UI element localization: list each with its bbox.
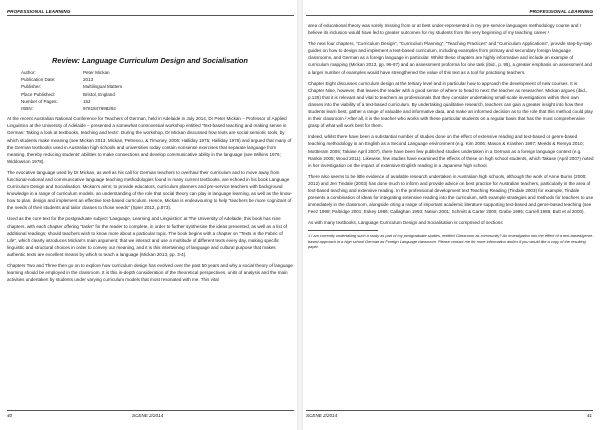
detail-label: Number of Pages: — [21, 98, 58, 104]
detail-value: Bristol, England — [83, 91, 115, 97]
detail-label: ISBN: — [21, 106, 33, 112]
page-number: 40 — [7, 413, 13, 418]
right-body — [308, 22, 594, 250]
paragraph: There also seems to be little evidence of available research undertaken in Australian high schools, although the work of Anne Burns (2000; 2012) and Jen Tindale (2003) has done much to inform and provide advice on best practice for Australian teachers, particularly in the area of text-based teaching and extensive reading. In the professional development text Teaching Reading (Tindale 2003) for example, Tindale presents a combination of ideas for integrating extensive reading into the curriculum, with example strategies and methods for teachers to use immediately in the classroom, alongside citing a range of important academic literature supporting text-based and genre-based teaching (see Feez 1998; Paltridge 2001; Eskey 1986; Callaghan 1993; Nation 2001; Schmitt & Carter 2000; Grabe 1995; Carrell 1988; Butt et al 2000). — [308, 173, 594, 215]
book-detail-row — [21, 91, 122, 98]
paragraph: The next four chapters, "Curriculum Design", "Curriculum Planning", "Teaching Practices" and "Curriculum Applications", provide step-by-step guides on how to design and implement a text-based curriculum, including examples from primary and secondary foreign language classrooms, and German as a foreign language in particular. Whilst these chapters are highly informative and include an example of curriculum mapping (Mickan 2013, pp. 96-97) and an assessment proforma for one task (ibid., p. 95), a greater emphasis on assessment and a larger number of examples would have strengthened the value of this text as a tool for practising teachers. — [308, 41, 593, 75]
paragraph: Used as the core text for the postgraduate subject 'Language, Learning and Linguistics' at The University of Adelaide, this book has nine chapters, with each chapter offering "tasks" for the reader to complete, in order to further synthesise the ideas presented, as well as a list of additional readings; should teachers wish to know more about a particular topic. The book begins with a chapter on "Texts in the Fabric of Life", which clearly introduces Mickan's main argument; that we interact and use a multitude of different texts every day, making specific linguistic and structural choices in order to convey our meaning, and it is this intertwining of language and cultural purpose that makes authentic texts are excellent means by which to teach a language (Mickan 2013, pp. 3-4). — [7, 216, 287, 257]
detail-value: 2013 — [83, 77, 94, 83]
left-body — [7, 22, 293, 287]
running-head: PROFESSIONAL LEARNING — [529, 9, 593, 14]
right-page — [303, 0, 600, 430]
issue-label: SCENE 2/2014 — [132, 413, 164, 418]
review-title: Review: Language Curriculum Design and Socialisation — [52, 56, 248, 65]
book-details-table — [21, 69, 122, 112]
paragraph: area of educational theory was sorely missing from or at best under-represented in my pre-service languages methodology course and I believe its inclusion would have led to greater outcomes for my students from the very beginning of my teaching career.¹ — [308, 23, 581, 36]
detail-label: Place Published: — [21, 91, 55, 97]
footer-rule — [306, 410, 593, 411]
left-page — [0, 0, 297, 430]
footnote: 1 I am currently undertaking such a study as part of my postgraduate studies, entitled Classroom as community? An investigation into the effect of a text-based/genre-based approach in a high school German as Foreign Language classroom. Please contact me for more information and/or if you would like a copy of the resulting paper. — [308, 233, 594, 250]
detail-value: Peter Mickan — [83, 70, 110, 75]
header-rule — [7, 15, 294, 16]
footer-rule — [7, 410, 294, 411]
detail-value: 152 — [83, 98, 91, 104]
paragraph: Chapter Eight discusses curriculum design at the tertiary level and in particular how to approach the development of new courses. It is Chapter Nine, however, that leaves the reader with a good sense of where to head to next: the teacher as researcher. Mickan argues (ibid., p.125) that it is relevant and vital to teachers as professionals that they consider undertaking small-scale investigations within their own classes into the viability of a text-based curriculum. By undertaking qualitative research, teachers can gain a greater insight into how their students learn best, gather a range of valuable and informative data, and make an informed decision as to the role that this method could play in their classroom.² After all, it is the teacher who works with these particular students on a regular basis that has the most comprehensive grasp of what will work best for them. — [308, 80, 593, 129]
paragraph: Chapters Two and Three then go on to explore how curriculum design has evolved over the past 50 years and why a social theory of language learning should be employed in the classroom. It is this in-depth consideration of the theoretical perspectives, units of analysis and the main activities undertaken by students under varying curriculum models that most resonated with me. This vital — [7, 263, 293, 283]
issue-label: SCENE 2/2014 — [306, 413, 338, 418]
paragraph: Indeed, whilst there have been a substantial number of studies done on the effect of extensive reading and text-based or genre-based teaching methodology in an English as a Second Language environment (e.g. Kim 2006; Mason & Krashen 1997; Meeds & Remya 2010; Mottteram 2006; Takase April 2007), there have been few published studies undertaken in a German as a foreign language context (e.g. Rankin 2005; Wood 2011). Likewise, few studies have examined the effects of these on high school students, which Takase (April 2007) noted in her investigation on the impact of extensive English reading in a Japanese high school. — [308, 134, 594, 168]
detail-label: Publication Date: — [21, 77, 56, 83]
detail-value: 9781847698292 — [83, 106, 116, 112]
footnote-rule — [308, 230, 378, 231]
book-detail-row — [21, 98, 122, 105]
page-number: 41 — [586, 413, 592, 418]
running-head: PROFESSIONAL LEARNING — [7, 9, 71, 14]
detail-label: Author: — [21, 70, 36, 75]
detail-value: Multilingual Matters — [83, 84, 123, 90]
book-detail-row — [21, 83, 122, 90]
book-detail-row — [21, 69, 122, 76]
paragraph: At the recent Australian National Conference for Teachers of German, held in Adelaide in July 2014, Dr Peter Mickan – Professor of Applied Linguistics at the University of Adelaide – presented a somewhat controversial workshop entitled 'Text-based teaching and making sense in German: Taking a look at textbooks, teaching and texts'. During the workshop, Dr Mickan discussed how texts are social semiotic tools, by which students make meaning (see Mickan 2013; Mickan, Petrescu, & Timoney, 2006; Halliday 1975; Halliday 1978) and argued that many of the German textbooks used in Australian high schools and universities today contain nonsense exercises that separate language from meaning, thereby reducing students' abilities to make connections and develop communicative ability in the language (see Wilkins 1976; Widdowson 1978). — [7, 116, 292, 164]
paragraph: The evocative language used by Dr Mickan, as well as his call for German teachers to overhaul their curriculum and to move away from functional-notional and communicative language teaching methodologies found in many current textbooks, are echoed in his book Language Curriculum Design and Socialisation. Mickan's aims: to provide educators, curriculum planners and pre-service teachers with background knowledge in a range of curriculum models, an understanding of the role that social theory can play in language learning, as well as the know-how to plan, design and implement an effective text-based curriculum. Hence, Mickan is endeavouring to help "teachers be more cognizant of the needs of their students and tailor classes to those needs" (Spier 2012, p.873). — [7, 169, 293, 211]
paragraph: As with many textbooks, Language Curriculum Design and Socialisation is comprised of sections — [308, 220, 503, 226]
book-detail-row — [21, 76, 122, 83]
detail-label: Publisher: — [21, 84, 42, 90]
book-detail-row — [21, 105, 122, 112]
header-rule — [306, 15, 593, 16]
